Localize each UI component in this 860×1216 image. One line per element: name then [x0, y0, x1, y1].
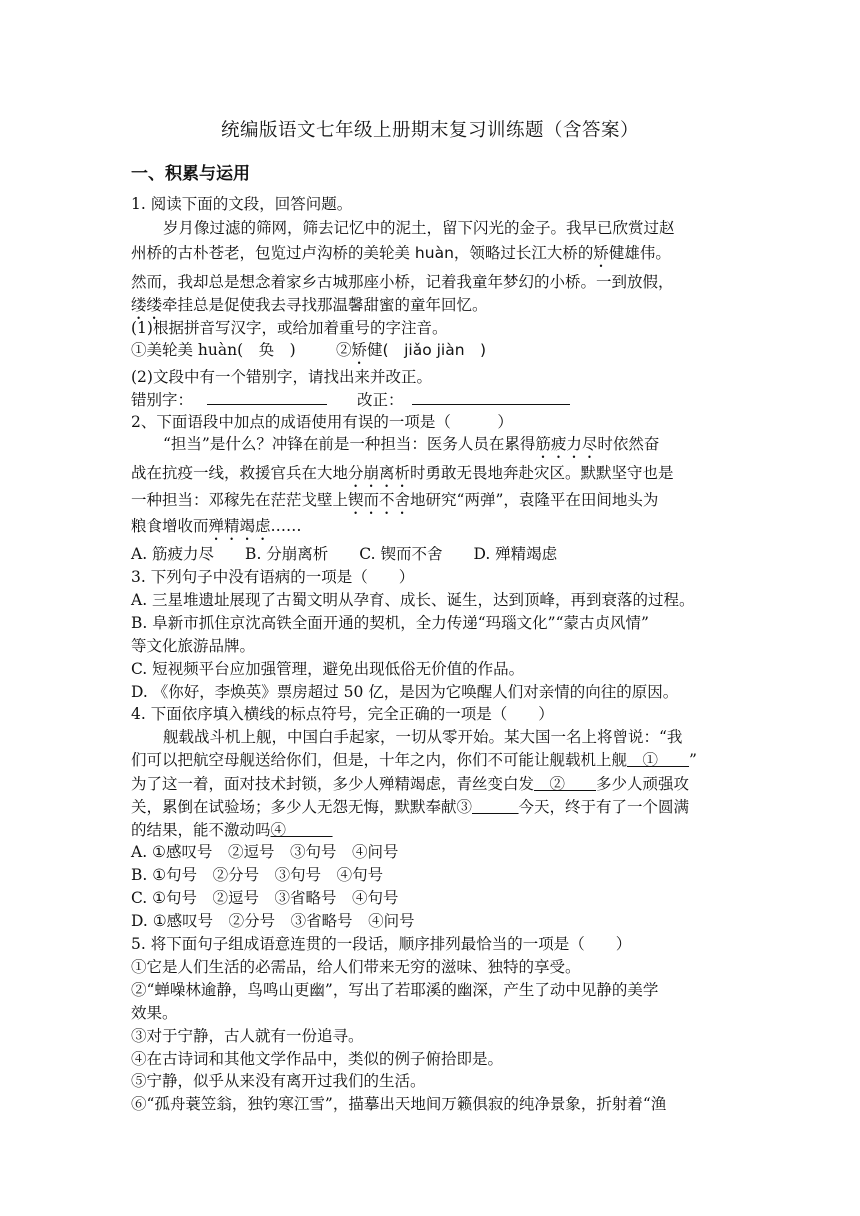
blank-4[interactable]: ④	[270, 821, 333, 839]
passage-text: 健雄伟。	[608, 244, 671, 262]
passage-text: ……	[270, 517, 302, 535]
q1-passage-line	[131, 242, 671, 271]
pinyin-answer: 健( jiǎo jiàn )	[367, 341, 487, 359]
blank-1[interactable]: ①	[627, 751, 690, 769]
q4-stem: 4. 下面依序填入横线的标点符号，完全正确的一项是（ ）	[131, 705, 554, 723]
q1-passage-line: 然而，我却总是想念着家乡古城那座小桥，记着我童年梦幻的小桥。一到放假，	[131, 273, 674, 291]
passage-text: 时依然奋	[597, 435, 660, 453]
blank-2[interactable]: ②	[534, 775, 597, 793]
q1-sub2: (2)文段中有一个错别字，请找出来并改正。	[131, 368, 432, 386]
emphasized-idiom: 分崩离析	[348, 464, 411, 482]
q2-passage-line	[131, 489, 658, 518]
q3-option-c: C. 短视频平台应加强管理，避免出现低俗无价值的作品。	[131, 660, 525, 678]
q1-answer-line	[131, 388, 570, 411]
wrong-char-label: 错别字：	[131, 391, 194, 409]
q2-options: A. 筋疲力尽 B. 分崩离析 C. 锲而不舍 D. 殚精竭虑	[131, 545, 558, 563]
emphasized-idiom: 殚精竭虑	[208, 517, 271, 535]
document-title: 统编版语文七年级上册期末复习训练题（含答案）	[220, 120, 639, 141]
section-heading: 一、积累与运用	[131, 164, 250, 184]
fix-blank[interactable]	[412, 388, 570, 405]
q2-passage-line	[163, 433, 659, 462]
q3-stem: 3. 下列句子中没有语病的一项是（ ）	[131, 568, 415, 586]
passage-text: 牵挂总是促使我去寻找那温馨甜蜜的童年回忆。	[162, 296, 488, 314]
item-number: ②	[336, 341, 352, 359]
passage-text: 地研究“两弹”，袁隆平在田间地头为	[410, 491, 659, 509]
passage-text: 一种担当：邓稼先在茫茫戈壁上	[131, 491, 349, 509]
wrong-char-blank[interactable]	[207, 388, 327, 405]
emphasized-char: 矫	[593, 244, 609, 262]
passage-text: “担当”是什么？冲锋在前是一种担当：医务人员在累得	[163, 435, 536, 453]
q3-option-b-cont: 等文化旅游品牌。	[131, 637, 256, 655]
passage-text: 们可以把航空母舰送给你们，但是，十年之内，你们不可能让舰载机上舰	[131, 751, 628, 769]
emphasized-idiom: 筋疲力尽	[535, 435, 598, 453]
passage-text: 多少人顽强攻	[596, 775, 690, 793]
blank-3[interactable]	[472, 798, 519, 816]
q4-option-d: D. ①感叹号 ②分号 ③省略号 ④问号	[131, 912, 415, 930]
q3-option-a: A. 三星堆遗址展现了古蜀文明从孕育、成长、诞生，达到顶峰，再到衰落的过程。	[131, 591, 695, 609]
q1-passage-line: 岁月像过滤的筛网，筛去记忆中的泥土，留下闪光的金子。我早已欣赏过赵	[163, 219, 675, 237]
q2-stem: 2、下面语段中加点的成语使用有误的一项是（ ）	[131, 413, 513, 431]
q5-stem: 5. 将下面句子组成语意连贯的一段话，顺序排列最恰当的一项是（ ）	[131, 935, 632, 953]
q4-passage-line	[131, 749, 697, 771]
q4-passage-line	[131, 796, 689, 818]
fix-label: 改正：	[357, 391, 404, 409]
q4-passage-line	[131, 819, 333, 841]
q5-sentence-1: ①它是人们生活的必需品，给人们带来无穷的滋味、独特的享受。	[131, 958, 581, 976]
q3-option-d: D. 《你好，李焕英》票房超过 50 亿，是因为它唤醒人们对亲情的向往的原因。	[131, 683, 679, 701]
q4-option-b: B. ①句号 ②分号 ③句号 ④句号	[131, 866, 384, 884]
passage-text: 今天，终于有了一个圆满	[518, 798, 690, 816]
q2-passage-line	[131, 515, 302, 544]
q4-passage-line: 舰载战斗机上舰，中国白手起家，一切从零开始。某大国一名上将曾说：“我	[163, 728, 683, 746]
q5-sentence-3: ③对于宁静，古人就有一份追寻。	[131, 1027, 364, 1045]
q1-sub1-item1: ①美轮美 huàn( 奂 )	[131, 341, 296, 359]
q1-sub1-item2	[336, 339, 486, 368]
emphasized-char: 矫	[351, 341, 368, 359]
q3-option-b: B. 阜新市抓住京沈高铁全面开通的契机，全力传递“玛瑙文化”“蒙古贞风情”	[131, 614, 649, 632]
q2-passage-line	[131, 462, 674, 491]
q5-sentence-6: ⑥“孤舟蓑笠翁，独钓寒江雪”，描摹出天地间万籁俱寂的纯净景象，折射着“渔	[131, 1095, 667, 1113]
q5-sentence-2: ②“蝉噪林逾静，鸟鸣山更幽”，写出了若耶溪的幽深，产生了动中见静的美学	[131, 981, 659, 999]
emphasized-idiom: 锲而不舍	[348, 491, 411, 509]
passage-text: 为了这一着，面对技术封锁，多少人殚精竭虑，青丝变白发	[131, 775, 535, 793]
passage-text: 州桥的古朴苍老，包览过卢沟桥的美轮美 huàn，领略过长江大桥的	[131, 244, 594, 262]
passage-text: 的结果，能不激动吗	[131, 821, 271, 839]
emphasized-word: 缕缕	[131, 296, 163, 314]
q4-option-a: A. ①感叹号 ②逗号 ③句号 ④问号	[131, 843, 399, 861]
q5-sentence-2-cont: 效果。	[131, 1004, 178, 1022]
q5-sentence-4: ④在古诗词和其他文学作品中，类似的例子俯拾即是。	[131, 1050, 504, 1068]
q1-stem: 1. 阅读下面的文段，回答问题。	[131, 195, 353, 213]
q4-passage-line	[131, 773, 689, 795]
passage-text: 关，累倒在试验场；多少人无怨无悔，默默奉献③	[131, 798, 473, 816]
q4-option-c: C. ①句号 ②逗号 ③省略号 ④句号	[131, 889, 399, 907]
passage-text: 时勇敢无畏地奔赴灾区。默默坚守也是	[410, 464, 674, 482]
q5-sentence-5: ⑤宁静，似乎从来没有离开过我们的生活。	[131, 1072, 426, 1090]
passage-text: 粮食增收而	[131, 517, 209, 535]
passage-text: 战在抗疫一线，救援官兵在大地	[131, 464, 349, 482]
q1-sub1: (1)根据拼音写汉字，或给加着重号的字注音。	[131, 319, 448, 337]
passage-text: ”	[689, 751, 697, 769]
